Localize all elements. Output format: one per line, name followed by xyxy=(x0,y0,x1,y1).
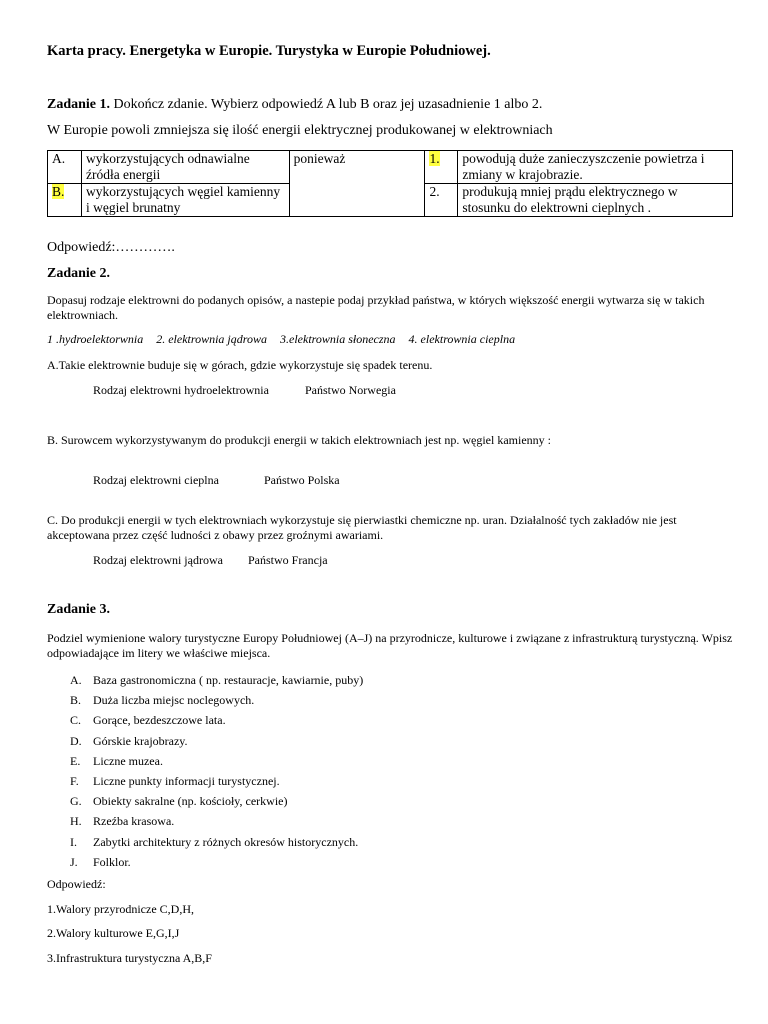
option-b-text: wykorzystujących węgiel kamienny i węgiel brunatny xyxy=(81,184,289,217)
option-b-highlight: B. xyxy=(52,184,65,199)
reason-1-text: powodują duże zanieczyszczenie powietrza i zmiany w krajobrazie. xyxy=(458,151,733,184)
question-a: A.Takie elektrownie buduje się w górach, gdzie wykorzystuje się spadek terenu. xyxy=(47,358,433,372)
list-item: A. Baza gastronomiczna ( np. restauracje, kawiarnie, puby) xyxy=(70,673,364,687)
response-a-country: Państwo Norwegia xyxy=(304,383,396,397)
type-3: 3.elektrownia słoneczna xyxy=(280,332,396,346)
reason-2-text: produkują mniej prądu elektrycznego w stosunku do elektrowni cieplnych . xyxy=(458,184,733,217)
response-a xyxy=(93,383,396,398)
task3-heading: Zadanie 3. xyxy=(47,602,111,617)
task1-choice-table xyxy=(47,150,733,217)
list-item: F. Liczne punkty informacji turystycznej. xyxy=(70,773,280,788)
task1-instruction: Dokończ zdanie. Wybierz odpowiedź A lub B oraz jej uzasadnienie 1 albo 2. xyxy=(113,97,543,112)
response-b xyxy=(93,473,340,488)
response-b-type: Rodzaj elektrowni cieplna xyxy=(93,473,219,487)
list-item: I. Zabytki architektury z różnych okresów historycznych. xyxy=(70,834,359,849)
task3-answer-2: 2.Walory kulturowe E,G,I,J xyxy=(47,926,180,940)
task3-instruction: Podziel wymienione walory turystyczne Europy Południowej (A–J) na przyrodnicze, kulturowe i związane z infrastrukturą turystyczną. Wpisz odpowiadające im litery we właściwe miejsca. xyxy=(47,631,733,660)
task2-instruction: Dopasuj rodzaje elektrowni do podanych opisów, a nastepie podaj przykład państwa, w których większość energii wytwarza się w takich elektrowniach. xyxy=(47,293,705,322)
list-item: D. Górskie krajobrazy. xyxy=(70,733,188,748)
reason-1-highlight: 1. xyxy=(429,151,440,166)
list-item: E. Liczne muzea. xyxy=(70,753,163,768)
task3-answer-3: 3.Infrastruktura turystyczna A,B,F xyxy=(47,951,212,965)
response-a-type: Rodzaj elektrowni hydroelektrownia xyxy=(93,383,269,397)
question-c: C. Do produkcji energii w tych elektrowniach wykorzystuje się pierwiastki chemiczne np. uran. Działalność tych zakładów nie jest akceptowana przez część ludności z obawy przez groźnymi awariami. xyxy=(47,513,677,542)
task1-heading: Zadanie 1. xyxy=(47,97,111,112)
connector: ponieważ xyxy=(289,151,425,217)
list-item: G. Obiekty sakralne (np. kościoły, cerkwie) xyxy=(70,794,288,809)
response-c xyxy=(93,553,328,568)
option-b-letter xyxy=(48,184,82,217)
reason-2-num: 2. xyxy=(425,184,458,217)
power-plant-types xyxy=(47,332,525,347)
task1-header xyxy=(47,97,542,113)
option-a-letter: A. xyxy=(48,151,82,184)
tourism-values-list xyxy=(70,673,363,875)
list-item: J. Folklor. xyxy=(70,854,131,869)
type-4: 4. elektrownia cieplna xyxy=(408,332,516,346)
response-c-country: Państwo Francja xyxy=(247,553,328,567)
task3-answer-1: 1.Walory przyrodnicze C,D,H, xyxy=(47,902,194,916)
option-a-text: wykorzystujących odnawialne źródła energii xyxy=(81,151,289,184)
response-c-type: Rodzaj elektrowni jądrowa xyxy=(93,553,223,567)
page-title: Karta pracy. Energetyka w Europie. Turystyka w Europie Południowej. xyxy=(47,43,491,59)
task2-heading: Zadanie 2. xyxy=(47,266,111,281)
type-1: 1 .hydroelektorwnia xyxy=(47,332,144,346)
list-item: H. Rzeźba krasowa. xyxy=(70,814,175,829)
response-b-country: Państwo Polska xyxy=(263,473,340,487)
question-b: B. Surowcem wykorzystywanym do produkcji energii w takich elektrowniach jest np. węgiel kamienny : xyxy=(47,433,551,447)
type-2: 2. elektrownia jądrowa xyxy=(156,332,267,346)
reason-1-num xyxy=(425,151,458,184)
list-item: C. Gorące, bezdeszczowe lata. xyxy=(70,713,226,728)
task1-stem: W Europie powoli zmniejsza się ilość energii elektrycznej produkowanej w elektrowniach xyxy=(47,123,553,138)
list-item: B. Duża liczba miejsc noclegowych. xyxy=(70,693,255,708)
task3-answer-label: Odpowiedź: xyxy=(47,877,106,891)
task1-answer: Odpowiedź:…………. xyxy=(47,240,175,255)
